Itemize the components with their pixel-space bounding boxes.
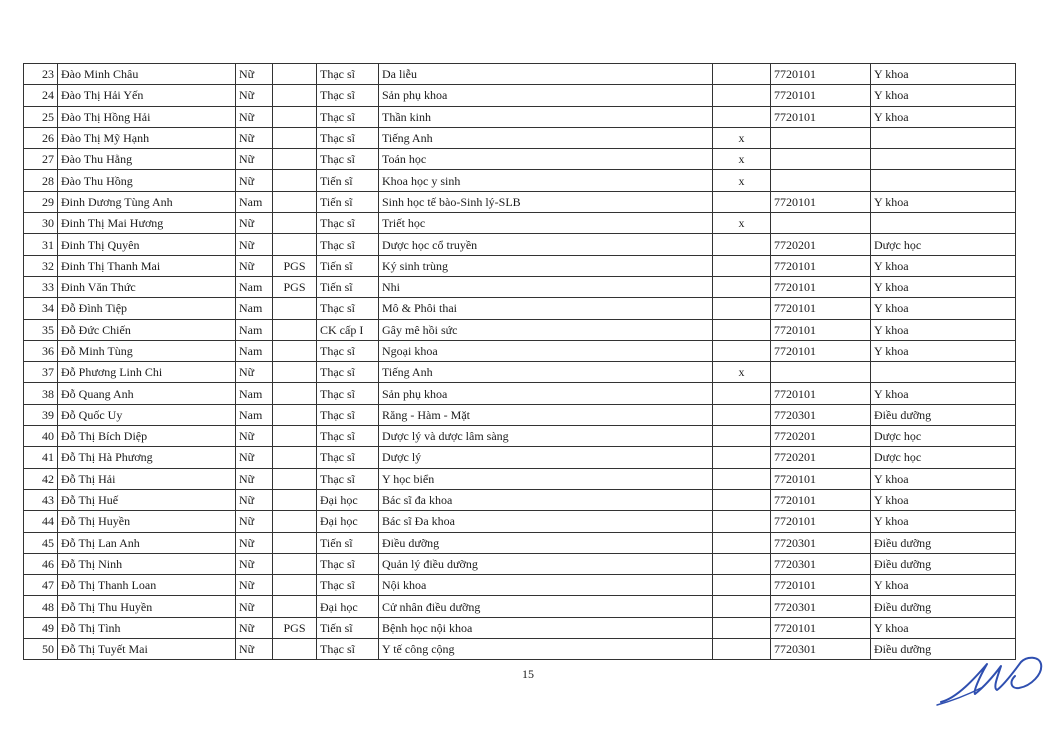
- mark-cell: [713, 447, 771, 468]
- program-name-cell: [871, 170, 1016, 191]
- program-code-cell: 7720101: [771, 191, 871, 212]
- program-code-cell: 7720201: [771, 447, 871, 468]
- gender-cell: Nữ: [236, 170, 273, 191]
- gender-cell: Nữ: [236, 468, 273, 489]
- staff-name: Đỗ Thị Hải: [58, 468, 236, 489]
- gender-cell: Nam: [236, 404, 273, 425]
- table-row: [24, 106, 1016, 127]
- row-number: 41: [24, 447, 58, 468]
- program-name-cell: Điều dưỡng: [871, 404, 1016, 425]
- gender-cell: Nữ: [236, 64, 273, 85]
- table-row: [24, 553, 1016, 574]
- program-code-cell: 7720301: [771, 404, 871, 425]
- gender-cell: Nữ: [236, 106, 273, 127]
- mark-cell: [713, 617, 771, 638]
- row-number: 49: [24, 617, 58, 638]
- page-number: 15: [522, 667, 534, 681]
- gender-cell: Nữ: [236, 127, 273, 148]
- mark-cell: [713, 298, 771, 319]
- academic-title-cell: [273, 234, 317, 255]
- degree-cell: Thạc sĩ: [317, 468, 379, 489]
- staff-name: Đỗ Thị Huyền: [58, 511, 236, 532]
- program-code-cell: [771, 170, 871, 191]
- specialization-cell: Bác sĩ đa khoa: [379, 489, 713, 510]
- gender-cell: Nữ: [236, 85, 273, 106]
- staff-name: Đỗ Thị Tình: [58, 617, 236, 638]
- row-number: 31: [24, 234, 58, 255]
- mark-cell: [713, 426, 771, 447]
- row-number: 46: [24, 553, 58, 574]
- specialization-cell: Triết học: [379, 213, 713, 234]
- mark-cell: x: [713, 213, 771, 234]
- program-name-cell: [871, 362, 1016, 383]
- program-code-cell: 7720301: [771, 596, 871, 617]
- table-row: [24, 489, 1016, 510]
- academic-title-cell: [273, 426, 317, 447]
- degree-cell: Thạc sĩ: [317, 575, 379, 596]
- academic-title-cell: [273, 362, 317, 383]
- academic-title-cell: [273, 340, 317, 361]
- mark-cell: [713, 532, 771, 553]
- degree-cell: Thạc sĩ: [317, 127, 379, 148]
- program-code-cell: 7720101: [771, 255, 871, 276]
- specialization-cell: Quản lý điều dưỡng: [379, 553, 713, 574]
- program-name-cell: Y khoa: [871, 575, 1016, 596]
- program-name-cell: Y khoa: [871, 617, 1016, 638]
- academic-title-cell: [273, 511, 317, 532]
- gender-cell: Nam: [236, 319, 273, 340]
- academic-title-cell: [273, 298, 317, 319]
- table-row: [24, 319, 1016, 340]
- table-row: [24, 596, 1016, 617]
- specialization-cell: Toán học: [379, 149, 713, 170]
- specialization-cell: Bác sĩ Đa khoa: [379, 511, 713, 532]
- academic-title-cell: PGS: [273, 276, 317, 297]
- staff-name: Đỗ Thị Thu Huyền: [58, 596, 236, 617]
- degree-cell: Thạc sĩ: [317, 426, 379, 447]
- row-number: 38: [24, 383, 58, 404]
- gender-cell: Nữ: [236, 532, 273, 553]
- program-code-cell: [771, 362, 871, 383]
- table-row: [24, 362, 1016, 383]
- specialization-cell: Dược lý: [379, 447, 713, 468]
- specialization-cell: Cử nhân điều dưỡng: [379, 596, 713, 617]
- gender-cell: Nữ: [236, 617, 273, 638]
- gender-cell: Nam: [236, 383, 273, 404]
- specialization-cell: Y học biển: [379, 468, 713, 489]
- degree-cell: Tiến sĩ: [317, 191, 379, 212]
- degree-cell: Đại học: [317, 511, 379, 532]
- degree-cell: Tiến sĩ: [317, 617, 379, 638]
- gender-cell: Nữ: [236, 553, 273, 574]
- gender-cell: Nữ: [236, 596, 273, 617]
- program-name-cell: Y khoa: [871, 298, 1016, 319]
- specialization-cell: Nội khoa: [379, 575, 713, 596]
- row-number: 34: [24, 298, 58, 319]
- mark-cell: [713, 234, 771, 255]
- academic-title-cell: [273, 575, 317, 596]
- table-row: [24, 532, 1016, 553]
- staff-name: Đỗ Thị Huế: [58, 489, 236, 510]
- row-number: 40: [24, 426, 58, 447]
- staff-name: Đỗ Minh Tùng: [58, 340, 236, 361]
- table-row: [24, 383, 1016, 404]
- mark-cell: [713, 383, 771, 404]
- mark-cell: [713, 468, 771, 489]
- staff-name: Đỗ Đình Tiệp: [58, 298, 236, 319]
- specialization-cell: Khoa học y sinh: [379, 170, 713, 191]
- degree-cell: Thạc sĩ: [317, 447, 379, 468]
- staff-name: Đỗ Thị Ninh: [58, 553, 236, 574]
- table-row: [24, 447, 1016, 468]
- academic-title-cell: [273, 64, 317, 85]
- program-name-cell: Y khoa: [871, 276, 1016, 297]
- row-number: 25: [24, 106, 58, 127]
- gender-cell: Nữ: [236, 362, 273, 383]
- row-number: 42: [24, 468, 58, 489]
- table-row: [24, 511, 1016, 532]
- specialization-cell: Da liễu: [379, 64, 713, 85]
- mark-cell: [713, 340, 771, 361]
- staff-name: Đào Thu Hằng: [58, 149, 236, 170]
- program-code-cell: 7720101: [771, 617, 871, 638]
- staff-name: Đinh Dương Tùng Anh: [58, 191, 236, 212]
- program-code-cell: 7720101: [771, 276, 871, 297]
- program-code-cell: 7720301: [771, 553, 871, 574]
- staff-name: Đào Thu Hồng: [58, 170, 236, 191]
- table-row: [24, 404, 1016, 425]
- academic-title-cell: [273, 447, 317, 468]
- table-body: [24, 64, 1016, 660]
- row-number: 45: [24, 532, 58, 553]
- row-number: 30: [24, 213, 58, 234]
- program-code-cell: 7720201: [771, 234, 871, 255]
- gender-cell: Nam: [236, 340, 273, 361]
- program-code-cell: 7720101: [771, 511, 871, 532]
- gender-cell: Nữ: [236, 575, 273, 596]
- academic-title-cell: [273, 319, 317, 340]
- degree-cell: Thạc sĩ: [317, 234, 379, 255]
- degree-cell: Tiến sĩ: [317, 276, 379, 297]
- program-name-cell: Dược học: [871, 447, 1016, 468]
- program-code-cell: [771, 127, 871, 148]
- row-number: 29: [24, 191, 58, 212]
- program-name-cell: Y khoa: [871, 489, 1016, 510]
- academic-title-cell: [273, 106, 317, 127]
- academic-title-cell: [273, 532, 317, 553]
- program-code-cell: 7720301: [771, 639, 871, 660]
- mark-cell: [713, 319, 771, 340]
- row-number: 36: [24, 340, 58, 361]
- row-number: 43: [24, 489, 58, 510]
- mark-cell: [713, 191, 771, 212]
- table-row: [24, 575, 1016, 596]
- staff-name: Đỗ Đức Chiến: [58, 319, 236, 340]
- program-code-cell: 7720101: [771, 575, 871, 596]
- academic-title-cell: [273, 404, 317, 425]
- gender-cell: Nữ: [236, 213, 273, 234]
- program-code-cell: 7720101: [771, 106, 871, 127]
- degree-cell: Đại học: [317, 489, 379, 510]
- staff-name: Đỗ Phương Linh Chi: [58, 362, 236, 383]
- gender-cell: Nam: [236, 191, 273, 212]
- staff-name: Đỗ Quang Anh: [58, 383, 236, 404]
- gender-cell: Nam: [236, 276, 273, 297]
- table-row: [24, 340, 1016, 361]
- program-name-cell: Y khoa: [871, 468, 1016, 489]
- program-code-cell: 7720301: [771, 532, 871, 553]
- academic-title-cell: [273, 553, 317, 574]
- staff-name: Đào Thị Mỹ Hạnh: [58, 127, 236, 148]
- mark-cell: x: [713, 170, 771, 191]
- mark-cell: [713, 489, 771, 510]
- specialization-cell: Gây mê hồi sức: [379, 319, 713, 340]
- mark-cell: x: [713, 127, 771, 148]
- specialization-cell: Điều dưỡng: [379, 532, 713, 553]
- academic-title-cell: [273, 213, 317, 234]
- specialization-cell: Mô & Phôi thai: [379, 298, 713, 319]
- mark-cell: [713, 511, 771, 532]
- table-row: [24, 234, 1016, 255]
- staff-name: Đinh Thị Thanh Mai: [58, 255, 236, 276]
- staff-name: Đinh Văn Thức: [58, 276, 236, 297]
- row-number: 32: [24, 255, 58, 276]
- program-name-cell: Điều dưỡng: [871, 639, 1016, 660]
- specialization-cell: Dược lý và dược lâm sàng: [379, 426, 713, 447]
- staff-name: Đỗ Thị Lan Anh: [58, 532, 236, 553]
- degree-cell: Thạc sĩ: [317, 404, 379, 425]
- mark-cell: [713, 575, 771, 596]
- program-name-cell: Y khoa: [871, 64, 1016, 85]
- table-row: [24, 276, 1016, 297]
- gender-cell: Nữ: [236, 511, 273, 532]
- program-code-cell: 7720101: [771, 85, 871, 106]
- academic-title-cell: [273, 489, 317, 510]
- gender-cell: Nữ: [236, 489, 273, 510]
- degree-cell: CK cấp I: [317, 319, 379, 340]
- program-name-cell: [871, 149, 1016, 170]
- mark-cell: x: [713, 149, 771, 170]
- row-number: 23: [24, 64, 58, 85]
- gender-cell: Nữ: [236, 426, 273, 447]
- gender-cell: Nữ: [236, 639, 273, 660]
- row-number: 48: [24, 596, 58, 617]
- academic-title-cell: PGS: [273, 617, 317, 638]
- staff-name: Đỗ Thị Thanh Loan: [58, 575, 236, 596]
- program-code-cell: 7720101: [771, 319, 871, 340]
- specialization-cell: Tiếng Anh: [379, 127, 713, 148]
- specialization-cell: Ngoại khoa: [379, 340, 713, 361]
- degree-cell: Thạc sĩ: [317, 149, 379, 170]
- degree-cell: Thạc sĩ: [317, 383, 379, 404]
- specialization-cell: Răng - Hàm - Mặt: [379, 404, 713, 425]
- program-name-cell: Y khoa: [871, 255, 1016, 276]
- mark-cell: [713, 404, 771, 425]
- row-number: 39: [24, 404, 58, 425]
- specialization-cell: Sinh học tế bào-Sinh lý-SLB: [379, 191, 713, 212]
- program-code-cell: 7720101: [771, 489, 871, 510]
- program-code-cell: [771, 149, 871, 170]
- table-row: [24, 149, 1016, 170]
- row-number: 35: [24, 319, 58, 340]
- staff-name: Đinh Thị Quyên: [58, 234, 236, 255]
- specialization-cell: Sản phụ khoa: [379, 85, 713, 106]
- program-name-cell: Y khoa: [871, 383, 1016, 404]
- mark-cell: [713, 276, 771, 297]
- program-name-cell: Dược học: [871, 234, 1016, 255]
- table-row: [24, 298, 1016, 319]
- degree-cell: Thạc sĩ: [317, 298, 379, 319]
- table-row: [24, 617, 1016, 638]
- degree-cell: Thạc sĩ: [317, 106, 379, 127]
- gender-cell: Nữ: [236, 234, 273, 255]
- row-number: 47: [24, 575, 58, 596]
- program-code-cell: 7720101: [771, 340, 871, 361]
- table-row: [24, 213, 1016, 234]
- academic-title-cell: [273, 468, 317, 489]
- gender-cell: Nữ: [236, 149, 273, 170]
- academic-title-cell: [273, 170, 317, 191]
- degree-cell: Đại học: [317, 596, 379, 617]
- specialization-cell: Sản phụ khoa: [379, 383, 713, 404]
- table-row: [24, 191, 1016, 212]
- table-row: [24, 127, 1016, 148]
- specialization-cell: Bệnh học nội khoa: [379, 617, 713, 638]
- staff-table: [23, 63, 1016, 660]
- specialization-cell: Dược học cổ truyền: [379, 234, 713, 255]
- staff-name: Đỗ Thị Tuyết Mai: [58, 639, 236, 660]
- program-code-cell: 7720101: [771, 64, 871, 85]
- table-row: [24, 85, 1016, 106]
- program-name-cell: Điều dưỡng: [871, 596, 1016, 617]
- academic-title-cell: PGS: [273, 255, 317, 276]
- row-number: 27: [24, 149, 58, 170]
- gender-cell: Nam: [236, 298, 273, 319]
- table-row: [24, 639, 1016, 660]
- academic-title-cell: [273, 596, 317, 617]
- staff-name: Đỗ Thị Bích Diệp: [58, 426, 236, 447]
- academic-title-cell: [273, 127, 317, 148]
- row-number: 24: [24, 85, 58, 106]
- mark-cell: [713, 596, 771, 617]
- row-number: 50: [24, 639, 58, 660]
- row-number: 37: [24, 362, 58, 383]
- specialization-cell: Y tế công cộng: [379, 639, 713, 660]
- row-number: 44: [24, 511, 58, 532]
- program-name-cell: Y khoa: [871, 85, 1016, 106]
- table-row: [24, 255, 1016, 276]
- program-name-cell: Y khoa: [871, 340, 1016, 361]
- row-number: 28: [24, 170, 58, 191]
- staff-name: Đào Thị Hồng Hải: [58, 106, 236, 127]
- program-name-cell: Dược học: [871, 426, 1016, 447]
- gender-cell: Nữ: [236, 447, 273, 468]
- program-name-cell: Điều dưỡng: [871, 532, 1016, 553]
- staff-name: Đỗ Quốc Uy: [58, 404, 236, 425]
- degree-cell: Thạc sĩ: [317, 362, 379, 383]
- degree-cell: Tiến sĩ: [317, 170, 379, 191]
- program-name-cell: Y khoa: [871, 511, 1016, 532]
- academic-title-cell: [273, 383, 317, 404]
- mark-cell: [713, 85, 771, 106]
- degree-cell: Thạc sĩ: [317, 213, 379, 234]
- table-row: [24, 468, 1016, 489]
- program-name-cell: [871, 213, 1016, 234]
- program-code-cell: [771, 213, 871, 234]
- table-row: [24, 426, 1016, 447]
- mark-cell: x: [713, 362, 771, 383]
- degree-cell: Thạc sĩ: [317, 64, 379, 85]
- specialization-cell: Nhi: [379, 276, 713, 297]
- table-row: [24, 64, 1016, 85]
- staff-name: Đào Minh Châu: [58, 64, 236, 85]
- row-number: 26: [24, 127, 58, 148]
- staff-name: Đào Thị Hải Yến: [58, 85, 236, 106]
- degree-cell: Thạc sĩ: [317, 553, 379, 574]
- degree-cell: Thạc sĩ: [317, 85, 379, 106]
- table-row: [24, 170, 1016, 191]
- academic-title-cell: [273, 85, 317, 106]
- program-name-cell: [871, 127, 1016, 148]
- program-code-cell: 7720101: [771, 468, 871, 489]
- mark-cell: [713, 255, 771, 276]
- academic-title-cell: [273, 191, 317, 212]
- gender-cell: Nữ: [236, 255, 273, 276]
- mark-cell: [713, 64, 771, 85]
- staff-name: Đỗ Thị Hà Phương: [58, 447, 236, 468]
- program-code-cell: 7720201: [771, 426, 871, 447]
- specialization-cell: Ký sinh trùng: [379, 255, 713, 276]
- degree-cell: Thạc sĩ: [317, 639, 379, 660]
- row-number: 33: [24, 276, 58, 297]
- program-name-cell: Y khoa: [871, 106, 1016, 127]
- program-code-cell: 7720101: [771, 383, 871, 404]
- degree-cell: Tiến sĩ: [317, 255, 379, 276]
- specialization-cell: Tiếng Anh: [379, 362, 713, 383]
- signature-mark: [935, 648, 1050, 708]
- program-name-cell: Y khoa: [871, 319, 1016, 340]
- academic-title-cell: [273, 149, 317, 170]
- degree-cell: Tiến sĩ: [317, 532, 379, 553]
- degree-cell: Thạc sĩ: [317, 340, 379, 361]
- program-name-cell: Y khoa: [871, 191, 1016, 212]
- mark-cell: [713, 553, 771, 574]
- academic-title-cell: [273, 639, 317, 660]
- program-name-cell: Điều dưỡng: [871, 553, 1016, 574]
- mark-cell: [713, 639, 771, 660]
- staff-name: Đinh Thị Mai Hương: [58, 213, 236, 234]
- program-code-cell: 7720101: [771, 298, 871, 319]
- specialization-cell: Thần kinh: [379, 106, 713, 127]
- mark-cell: [713, 106, 771, 127]
